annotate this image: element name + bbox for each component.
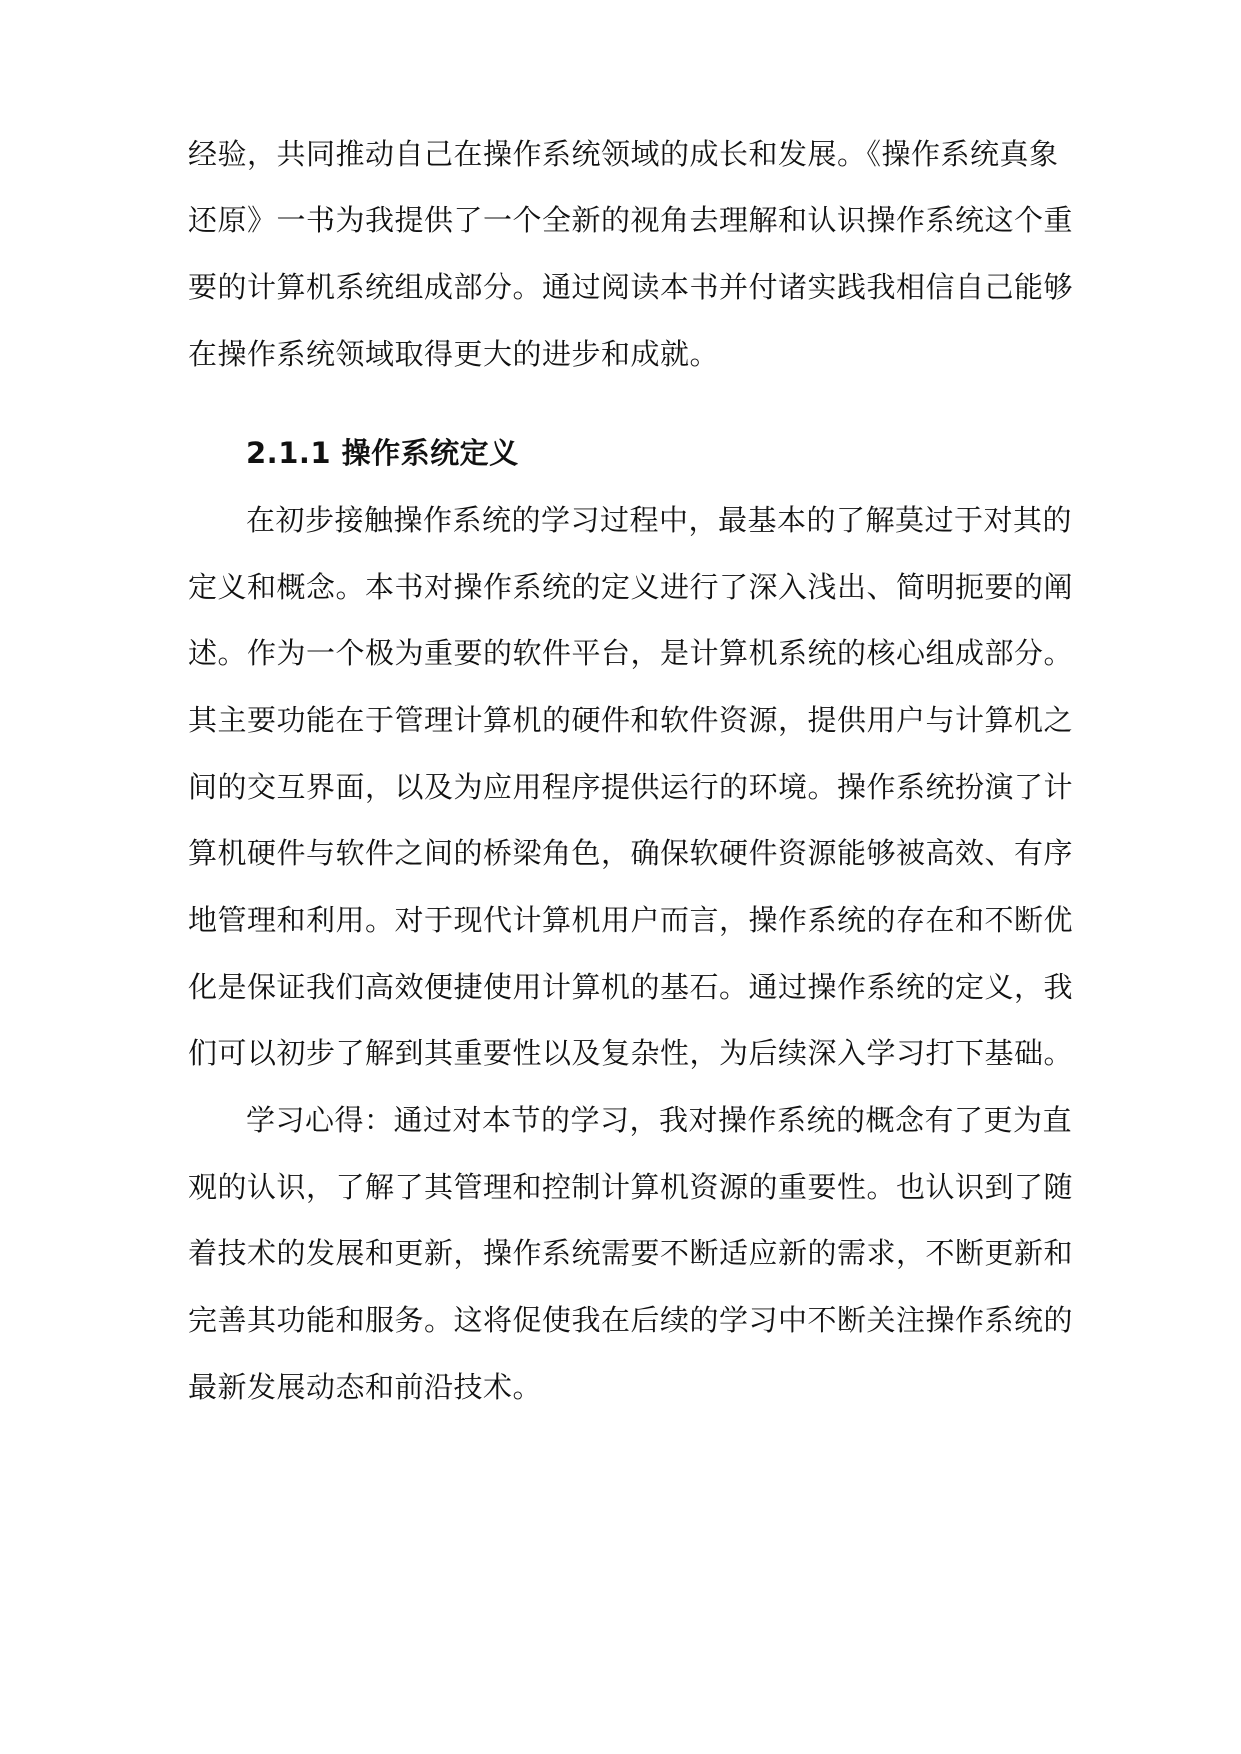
definition-line: 算机硬件与软件之间的桥梁角色，确保软硬件资源能够被高效、有序 bbox=[188, 836, 1074, 870]
definition-line: 其主要功能在于管理计算机的硬件和软件资源，提供用户与计算机之 bbox=[188, 703, 1074, 737]
definition-line: 们可以初步了解到其重要性以及复杂性，为后续深入学习打下基础。 bbox=[188, 1036, 1074, 1070]
intro-line: 在操作系统领域取得更大的进步和成就。 bbox=[188, 337, 720, 371]
reflection-line: 最新发展动态和前沿技术。 bbox=[188, 1370, 543, 1404]
definition-line: 在初步接触操作系统的学习过程中，最基本的了解莫过于对其的 bbox=[246, 503, 1073, 537]
intro-line: 经验，共同推动自己在操作系统领域的成长和发展。《操作系统真象 bbox=[188, 137, 1059, 171]
reflection-line: 着技术的发展和更新，操作系统需要不断适应新的需求，不断更新和 bbox=[188, 1236, 1074, 1270]
definition-line: 述。作为一个极为重要的软件平台，是计算机系统的核心组成部分。 bbox=[188, 636, 1074, 670]
definition-line: 间的交互界面，以及为应用程序提供运行的环境。操作系统扮演了计 bbox=[188, 770, 1074, 804]
intro-line: 要的计算机系统组成部分。通过阅读本书并付诸实践我相信自己能够 bbox=[188, 270, 1074, 304]
reflection-line: 观的认识，了解了其管理和控制计算机资源的重要性。也认识到了随 bbox=[188, 1170, 1074, 1204]
definition-line: 地管理和利用。对于现代计算机用户而言，操作系统的存在和不断优 bbox=[188, 903, 1074, 937]
definition-line: 化是保证我们高效便捷使用计算机的基石。通过操作系统的定义，我 bbox=[188, 970, 1074, 1004]
definition-line: 定义和概念。本书对操作系统的定义进行了深入浅出、简明扼要的阐 bbox=[188, 570, 1074, 604]
section-heading: 2.1.1 操作系统定义 bbox=[246, 436, 519, 470]
reflection-line: 学习心得：通过对本节的学习，我对操作系统的概念有了更为直 bbox=[246, 1103, 1073, 1137]
reflection-line: 完善其功能和服务。这将促使我在后续的学习中不断关注操作系统的 bbox=[188, 1303, 1074, 1337]
intro-line: 还原》一书为我提供了一个全新的视角去理解和认识操作系统这个重 bbox=[188, 203, 1074, 237]
